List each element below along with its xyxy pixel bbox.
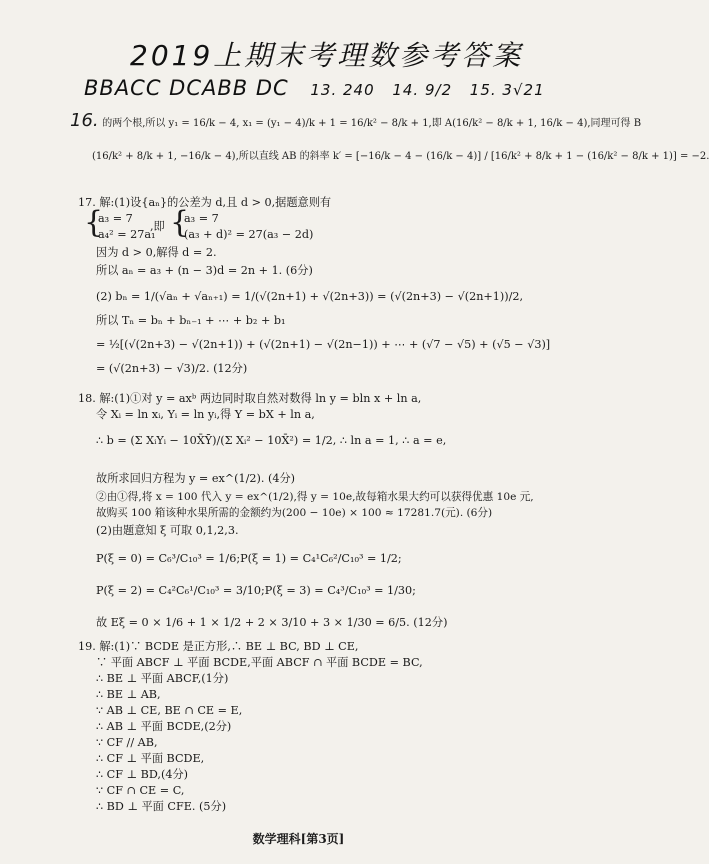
q17-sys1b: a₄² = 27a₁: [98, 228, 156, 241]
q17-line-4: (2) bₙ = 1/(√aₙ + √aₙ₊₁) = 1/(√(2n+1) + √(2n+3)) = (√(2n+3) − √(2n+1))/2,: [96, 290, 524, 303]
q18-line-10: 故 Eξ = 0 × 1/6 + 1 × 1/2 + 2 × 3/10 + 3 × 1/30 = 6/5. (12分): [96, 616, 448, 629]
q17-line-2: 因为 d > 0,解得 d = 2.: [96, 246, 217, 259]
answer-14: 14. 9/2: [392, 81, 453, 99]
q19-line-8: ∴ CF ⊥ 平面 BCDE,: [96, 752, 205, 765]
handwritten-answers: [84, 76, 545, 100]
q17-sys1a: a₃ = 7: [98, 212, 133, 225]
mc-answers: BBACC DCABB DC: [84, 76, 289, 100]
q19-line-7: ∵ CF // AB,: [96, 736, 158, 749]
q17-line-3: 所以 aₙ = a₃ + (n − 3)d = 2n + 1. (6分): [96, 264, 313, 277]
q17-line-1: 17. 解:(1)设{aₙ}的公差为 d,且 d > 0,据题意则有: [78, 196, 332, 209]
q19-line-10: ∵ CF ∩ CE = C,: [96, 784, 185, 797]
q16-line-1: [70, 110, 642, 131]
q16-text-1: 的两个根,所以 y₁ = 16/k − 4, x₁ = (y₁ − 4)/k + 1 = 16/k² − 8/k + 1,即 A(16/k² − 8/k + 1, 16/k − 4),同理可得 B: [102, 118, 642, 129]
q17-line-5: 所以 Tₙ = bₙ + bₙ₋₁ + ⋯ + b₂ + b₁: [96, 314, 286, 327]
answer-15: 15. 3√21: [469, 81, 545, 99]
q19-line-11: ∴ BD ⊥ 平面 CFE. (5分): [96, 800, 227, 813]
answer-13: 13. 240: [310, 81, 375, 99]
q16-number: 16.: [70, 110, 99, 131]
left-brace-1: {: [84, 205, 104, 240]
q18-line-8: P(ξ = 0) = C₆³/C₁₀³ = 1/6;P(ξ = 1) = C₄¹C₆²/C₁₀³ = 1/2;: [96, 552, 402, 565]
q19-line-3: ∴ BE ⊥ 平面 ABCF,(1分): [96, 672, 229, 685]
q17-sys2b: (a₃ + d)² = 27(a₃ − 2d): [184, 228, 314, 241]
q18-line-1: 18. 解:(1)①对 y = axᵇ 两边同时取自然对数得 ln y = bln x + ln a,: [78, 392, 422, 405]
q19-line-9: ∴ CF ⊥ BD,(4分): [96, 768, 189, 781]
q18-line-9: P(ξ = 2) = C₄²C₆¹/C₁₀³ = 3/10;P(ξ = 3) = C₄³/C₁₀³ = 1/30;: [96, 584, 416, 597]
q17-sys2a: a₃ = 7: [184, 212, 219, 225]
q17-line-6: = ½[(√(2n+3) − √(2n+1)) + (√(2n+1) − √(2n−1)) + ⋯ + (√7 − √5) + (√5 − √3)]: [96, 338, 551, 351]
q19-line-5: ∵ AB ⊥ CE, BE ∩ CE = E,: [96, 704, 243, 717]
q17-sys-mid: ,即: [150, 220, 165, 233]
q19-line-1: 19. 解:(1)∵ BCDE 是正方形,∴ BE ⊥ BC, BD ⊥ CE,: [78, 640, 359, 653]
q16-line-2: (16/k² + 8/k + 1, −16/k − 4),所以直线 AB 的斜率 k′ = [−16/k − 4 − (16/k − 4)] / [16/k² + 8/k + 1 − (16/k² − 8/k + 1)] = −2.: [92, 151, 709, 162]
q18-line-3: ∴ b = (Σ XᵢYᵢ − 10X̄Ȳ)/(Σ Xᵢ² − 10X̄²) = 1/2, ∴ ln a = 1, ∴ a = e,: [96, 434, 447, 447]
q19-line-4: ∴ BE ⊥ AB,: [96, 688, 161, 701]
left-brace-2: {: [170, 205, 190, 240]
q18-line-5: ②由①得,将 x = 100 代入 y = ex^(1/2),得 y = 10e,故每箱水果大约可以获得优惠 10e 元,: [96, 491, 534, 503]
page-footer: 数学理科[第3页]: [252, 832, 345, 846]
q19-line-2: ∵ 平面 ABCF ⊥ 平面 BCDE,平面 ABCF ∩ 平面 BCDE = BC,: [96, 656, 423, 669]
q18-line-6: 故购买 100 箱该种水果所需的金额约为(200 − 10e) × 100 ≈ 17281.7(元). (6分): [96, 507, 493, 519]
q18-line-2: 令 Xᵢ = ln xᵢ, Yᵢ = ln yᵢ,得 Y = bX + ln a,: [96, 408, 315, 421]
handwritten-title: 2019上期末考理数参考答案: [130, 39, 524, 72]
q17-line-7: = (√(2n+3) − √3)/2. (12分): [96, 362, 248, 375]
q18-line-7: (2)由题意知 ξ 可取 0,1,2,3.: [96, 524, 239, 537]
q18-line-4: 故所求回归方程为 y = ex^(1/2). (4分): [96, 472, 296, 485]
q19-line-6: ∴ AB ⊥ 平面 BCDE,(2分): [96, 720, 232, 733]
